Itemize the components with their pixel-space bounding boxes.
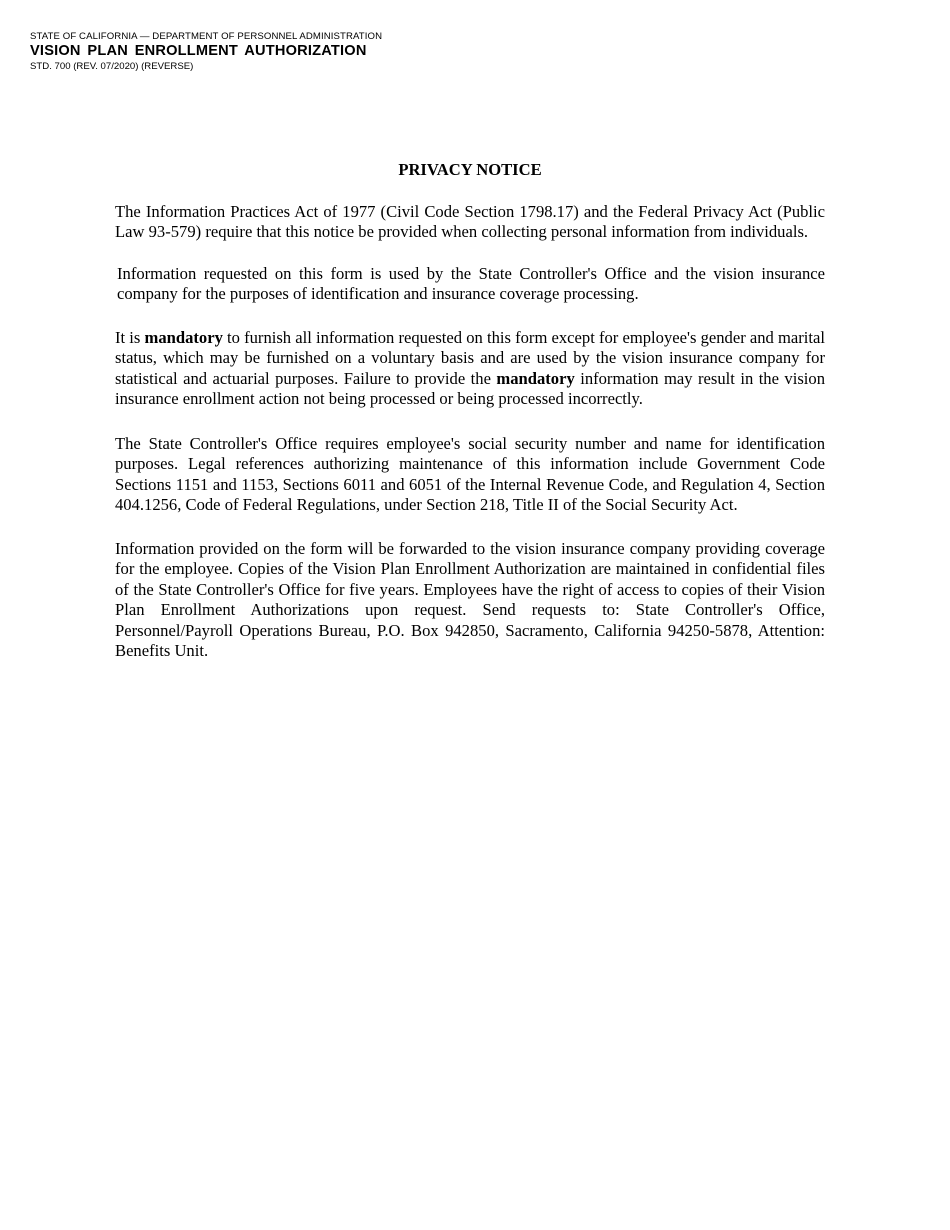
form-header — [30, 31, 382, 72]
form-title: VISION PLAN ENROLLMENT AUTHORIZATION — [30, 43, 367, 59]
agency-line: STATE OF CALIFORNIA — DEPARTMENT OF PERSONNEL ADMINISTRATION — [30, 31, 383, 42]
notice-paragraph-ssn: The State Controller's Office requires employee's social security number and name for identification purposes. Legal references authorizing maintenance of this information include Government Code Sections 1151 and 1153, Sections 6011 and 6051 of the Internal Revenue Code, and Regulation 4, Section 404.1256, Code of Federal Regulations, under Section 218, Title II of the Social Security Act. — [115, 433, 825, 514]
privacy-notice — [115, 160, 825, 662]
notice-paragraph-legal-basis: The Information Practices Act of 1977 (Civil Code Section 1798.17) and the Federal Privacy Act (Public Law 93-579) require that this notice be provided when collecting personal information from individuals. — [115, 201, 825, 241]
mandatory-text-2: to furnish all information requested on this form except for employee's gender and marital status, which may be furnished on a voluntary basis and are used by the vision insurance company for statistical and actuarial purposes. Failure to provide the — [115, 327, 825, 388]
mandatory-emphasis-1: mandatory — [144, 327, 223, 347]
form-number: STD. 700 (REV. 07/2020) (REVERSE) — [30, 61, 194, 72]
notice-paragraph-mandatory — [115, 328, 825, 410]
notice-paragraph-access: Information provided on the form will be forwarded to the vision insurance company providing coverage for the employee. Copies of the Vision Plan Enrollment Authorization are maintained in confidential files of the State Controller's Office for five years. Employees have the right of access to copies of their Vision Plan Enrollment Authorizations upon request. Send requests to: State Controller's Office, Personnel/Payroll Operations Bureau, P.O. Box 942850, Sacramento, California 94250-5878, Attention: Benefits Unit. — [115, 538, 825, 660]
mandatory-emphasis-2: mandatory — [496, 368, 575, 388]
mandatory-text-1: It is — [115, 327, 145, 347]
notice-title: PRIVACY NOTICE — [398, 160, 542, 179]
notice-paragraph-purpose: Information requested on this form is used by the State Controller's Office and the vision insurance company for the purposes of identification and insurance coverage processing. — [117, 263, 825, 303]
mandatory-text-3: information may result in the vision insurance enrollment action not being processed or being processed incorrectly. — [115, 368, 825, 408]
